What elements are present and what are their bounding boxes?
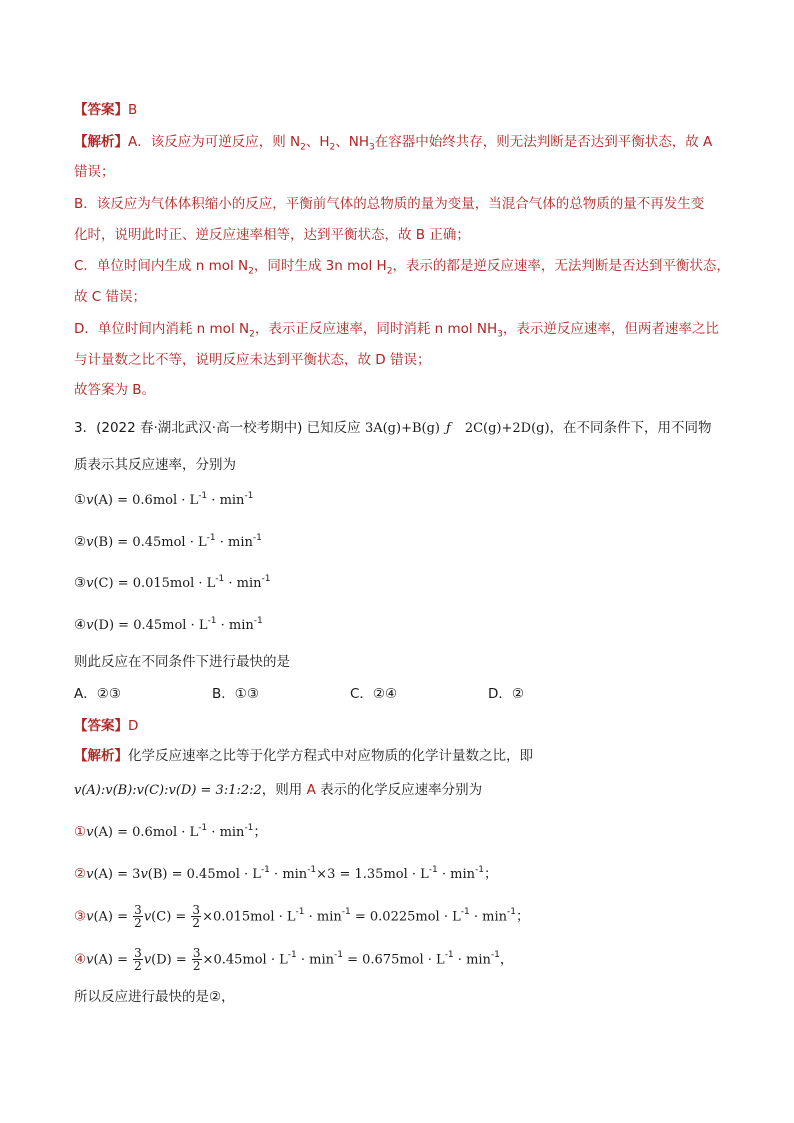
analysis-2-ratio: v(A):v(B):v(C):v(D) = 3:1:2:2，则用 A 表示的化学反应速率分别为	[74, 782, 483, 798]
fraction: $\frac{3}{2}$	[134, 946, 142, 973]
analysis-1-line-b: B．该反应为气体体积缩小的反应，平衡前气体的总物质的量为变量，当混合气体的总物质的量不再发生变	[74, 196, 705, 212]
calc-line-2: ②v(A) = $3v(B) = 0.45mol \cdot L^{-1} \cdot \min^{-1}\times 3 = 1.35mol \cdot L^{-1} \cdot \min^{-1}$；	[74, 864, 498, 882]
option-c: C．②④	[350, 686, 398, 702]
fraction: $\frac{3}{2}$	[192, 903, 201, 930]
calc-line-4: ④v(A) = $\frac{3}{2}$ v(D) = $\frac{3}{2}$ $\times 0.45mol \cdot L^{-1} \cdot \min^{-1} = 0.675mol \cdot L^{-1} \cdot \min^{-1}$，	[74, 946, 514, 973]
answer-tag: 【答案】	[74, 718, 128, 734]
analysis-1-line-c-cont: 故 C 错误；	[74, 289, 147, 305]
analysis-1-line-a-cont: 错误；	[74, 164, 115, 180]
option-b: B．①③	[212, 686, 259, 702]
question-3-options	[74, 684, 626, 704]
answer-2	[74, 716, 138, 736]
analysis-1-line-b-cont: 化时，说明此时正、逆反应速率相等，达到平衡状态，故 B 正确；	[74, 227, 470, 243]
rate-item-2: ②v(B) = $0.45mol \cdot L^{-1} \cdot \min^{-1}$	[74, 532, 262, 550]
analysis-1-line-d-cont: 与计量数之比不等，说明反应未达到平衡状态，故 D 错误；	[74, 352, 431, 368]
question-3-stem-cont: 质表示其反应速率，分别为	[74, 457, 236, 473]
analysis-1-line-a: 【解析】A．该反应为可逆反应，则 $N_2$、$H_2$、$NH_3$在容器中始终共存，则无法判断是否达到平衡状态，故 A	[74, 134, 713, 153]
calc-line-3: ③v(A) = $\frac{3}{2}$ v(C) = $\frac{3}{2}$ $\times 0.015mol \cdot L^{-1} \cdot \min^{-1} = 0.0225mol \cdot L^{-1} \cdot \min^{-1}$；	[74, 903, 530, 930]
option-d: D．②	[488, 686, 524, 702]
option-a: A．②③	[74, 686, 121, 702]
fraction: $\frac{3}{2}$	[192, 946, 201, 973]
analysis-1-line-d: D．单位时间内消耗 n mol $N_2$，表示正反应速率，同时消耗 n mol $NH_3$，表示逆反应速率，但两者速率之比	[74, 321, 719, 340]
question-3-prompt: 则此反应在不同条件下进行最快的是	[74, 654, 290, 670]
analysis-tag: 【解析】	[74, 748, 128, 764]
analysis-2-conclusion: 所以反应进行最快的是②，	[74, 989, 235, 1005]
fraction: $\frac{3}{2}$	[134, 903, 142, 930]
calc-line-1: ①v(A) = $0.6mol \cdot L^{-1} \cdot \min^{-1}$；	[74, 822, 267, 840]
rate-item-4: ④v(D) = $0.45mol \cdot L^{-1} \cdot \min^{-1}$	[74, 615, 263, 633]
answer-tag: 【答案】	[74, 102, 128, 118]
analysis-1-line-c: C．单位时间内生成 n mol $N_2$，同时生成 3n mol $H_2$，表示的都是逆反应速率，无法判断是否达到平衡状态，	[74, 258, 730, 277]
analysis-2-intro: 【解析】化学反应速率之比等于化学方程式中对应物质的化学计量数之比，即	[74, 748, 533, 764]
rate-item-1: ①v(A) = $0.6mol \cdot L^{-1} \cdot \min^{-1}$	[74, 490, 254, 508]
answer-1	[74, 100, 137, 120]
question-3-stem: 3．(2022 春·湖北武汉·高一校考期中) 已知反应 3A(g)+B(g) ƒ 2C(g)+2D(g)，在不同条件下，用不同物	[74, 420, 712, 436]
analysis-tag: 【解析】	[74, 134, 128, 150]
answer-value: D	[128, 718, 139, 734]
analysis-1-conclusion: 故答案为 B。	[74, 382, 156, 398]
answer-value: B	[128, 102, 138, 118]
rate-item-3: ③v(C) = $0.015mol \cdot L^{-1} \cdot \min^{-1}$	[74, 573, 271, 591]
